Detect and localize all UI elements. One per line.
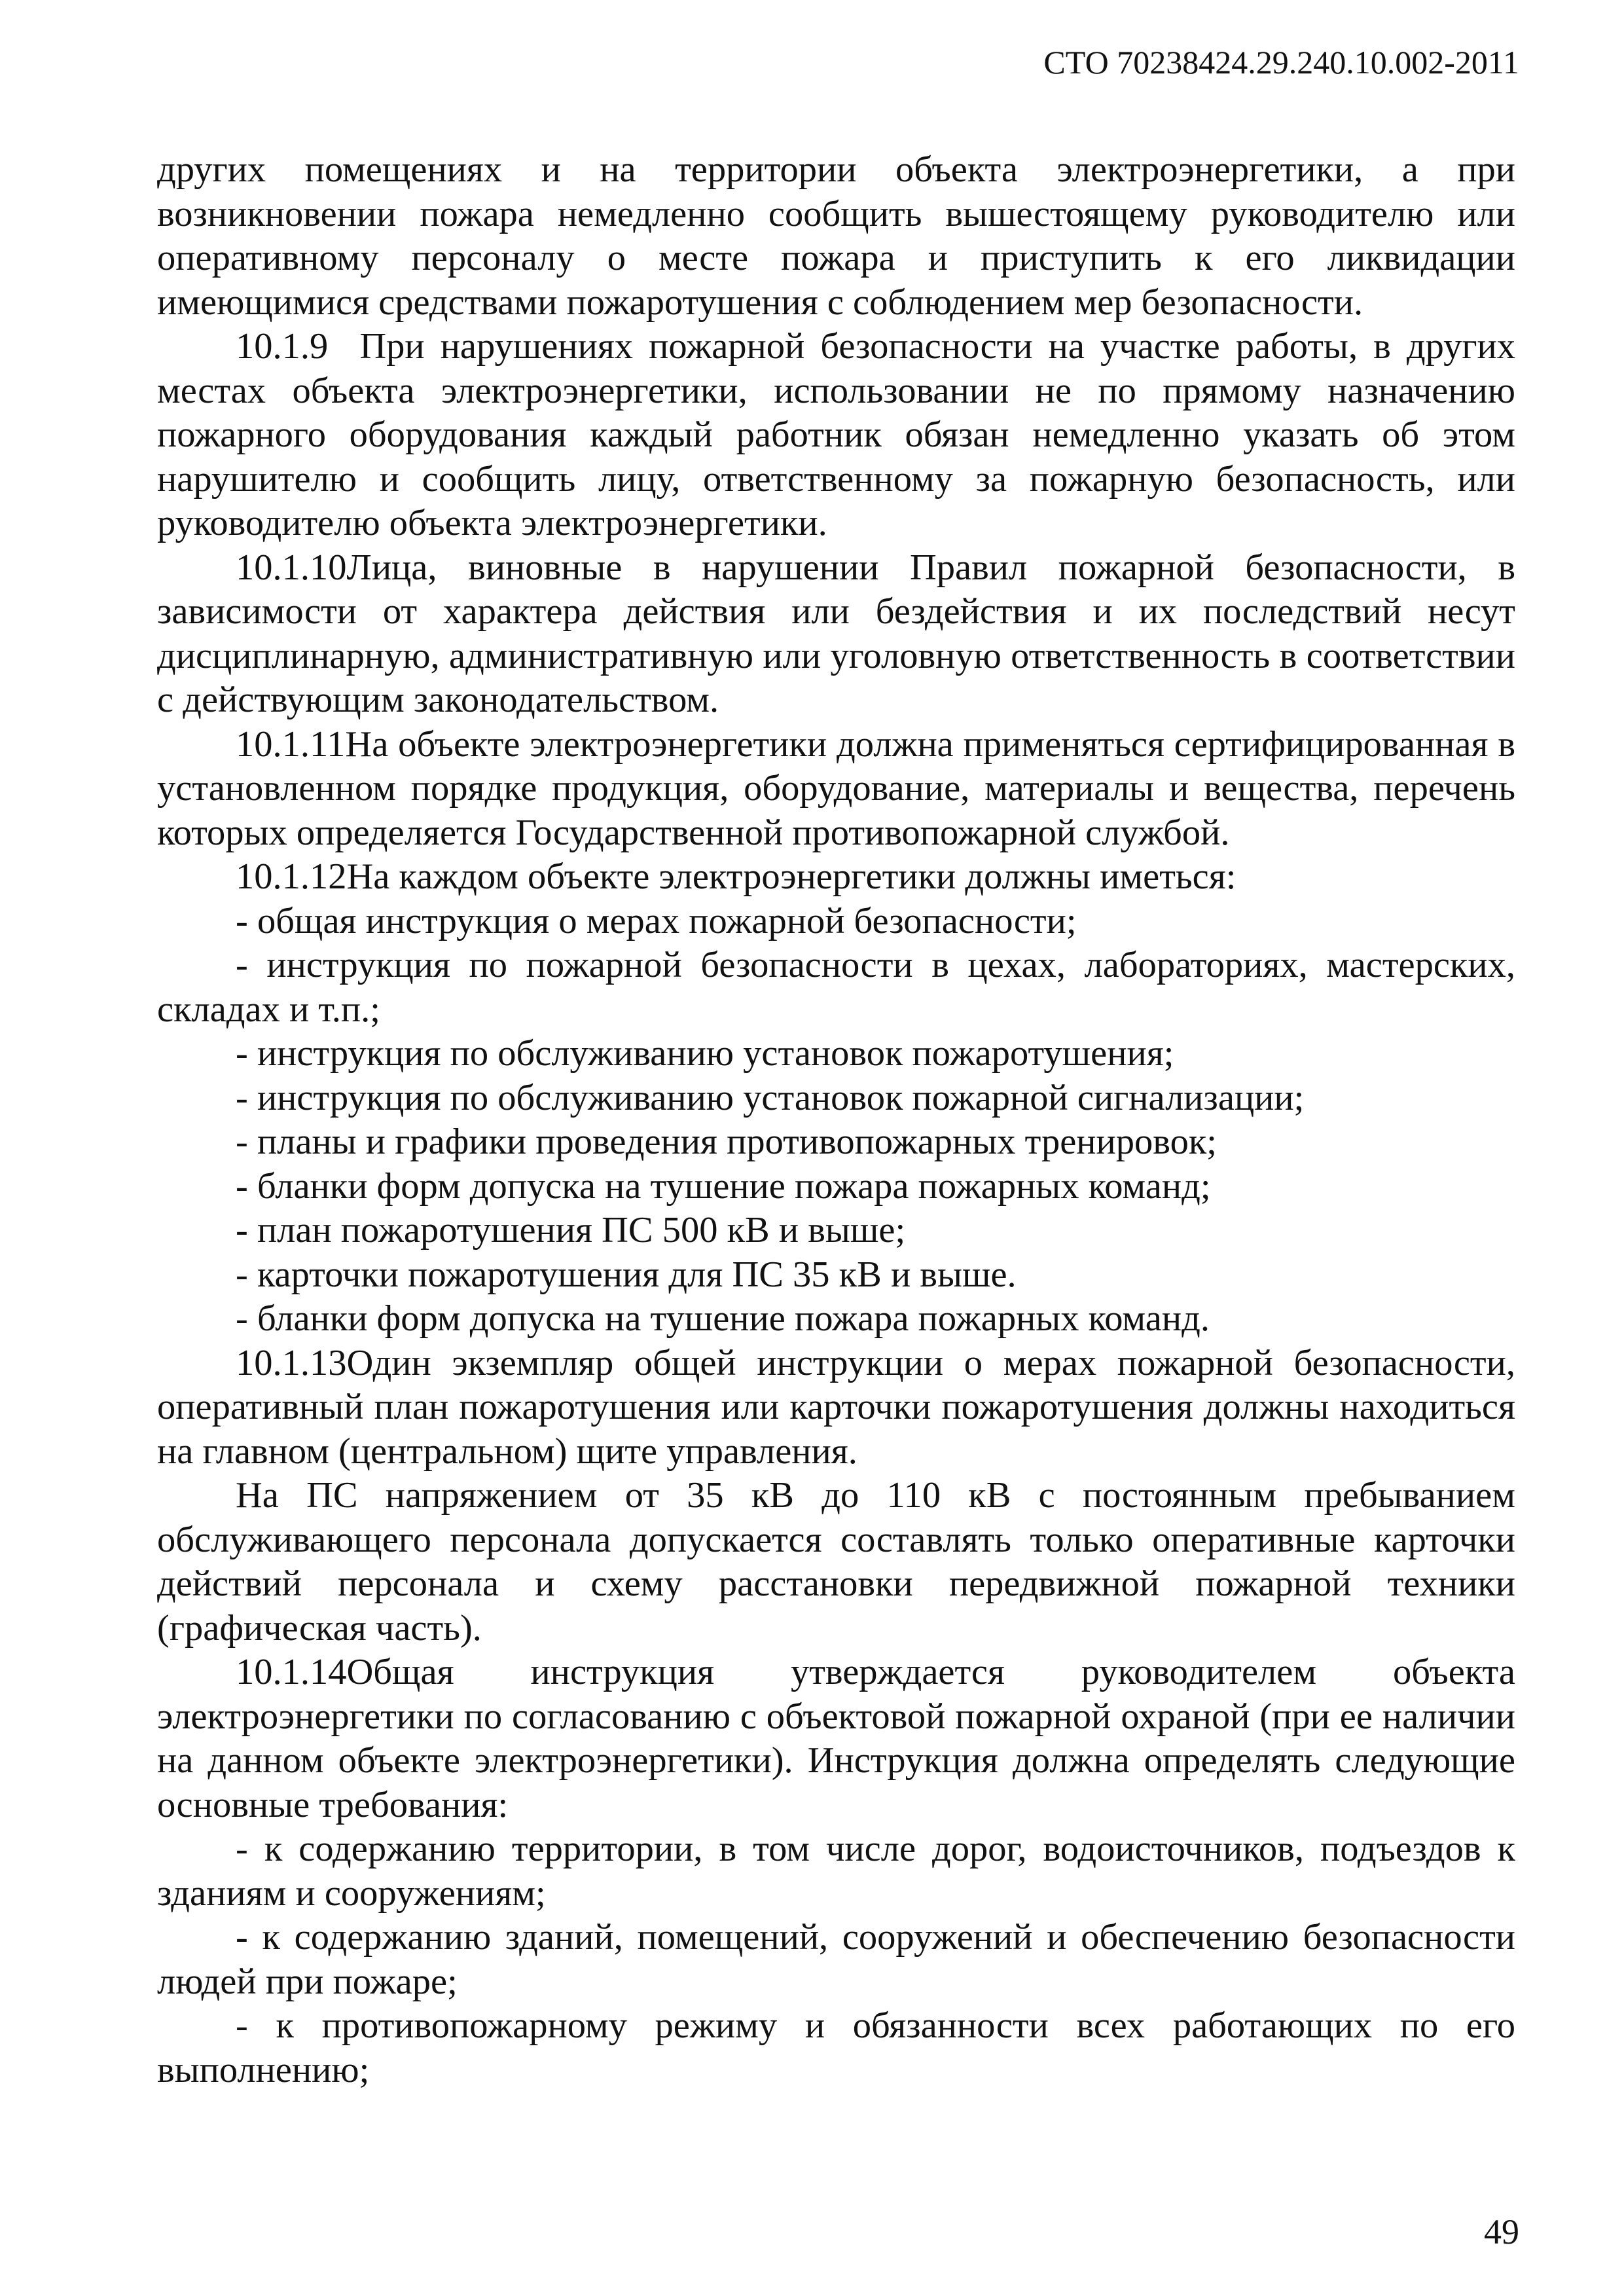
document-code-header: СТО 70238424.29.240.10.002-2011 [1043, 44, 1519, 81]
list-item: - планы и графики проведения противопожарных тренировок; [236, 1121, 1217, 1162]
clause-text: Общая инструкция утверждается руководителем объекта электроэнергетики по согласованию с объектовой пожарной охраной (при ее наличии на данном объекте электроэнергетики). Инструкция должна определять следующие основные требования: [157, 1652, 1515, 1825]
clause-number: 10.1.14 [236, 1652, 347, 1692]
paragraph-continuation: других помещениях и на территории объекта электроэнергетики, а при возникновении пожара немедленно сообщить вышестоящему руководителю или оперативному персоналу о месте пожара и приступить к его ликвидации имеющимися средствами пожаротушения с соблюдением мер безопасности. [157, 149, 1515, 323]
list-item: - бланки форм допуска на тушение пожара пожарных команд. [236, 1298, 1210, 1339]
clause-text: Лица, виновные в нарушении Правил пожарной безопасности, в зависимости от характера действия или бездействия и их последствий несут дисциплинарную, административную или уголовную ответственность в соответствии с действующим законодательством. [157, 547, 1515, 720]
list-item: - инструкция по обслуживанию установок пожарной сигнализации; [236, 1077, 1305, 1118]
document-body [157, 148, 1515, 2092]
list-item: - к противопожарному режиму и обязанности всех работающих по его выполнению; [157, 2005, 1515, 2090]
list-item: - к содержанию территории, в том числе дорог, водоисточников, подъездов к зданиям и сооружениям; [157, 1829, 1515, 1914]
clause-number: 10.1.9 [236, 326, 329, 367]
clause-number: 10.1.10 [236, 547, 347, 588]
clause-10-1-11 [157, 723, 1515, 856]
list-item: - карточки пожаротушения для ПС 35 кВ и выше. [236, 1254, 1017, 1295]
list-item: - общая инструкция о мерах пожарной безопасности; [236, 900, 1077, 941]
clause-number: 10.1.12 [236, 856, 347, 897]
list-item: - бланки форм допуска на тушение пожара пожарных команд; [236, 1165, 1211, 1207]
clause-text: Один экземпляр общей инструкции о мерах пожарной безопасности, оперативный план пожаротушения или карточки пожаротушения должны находиться на главном (центральном) щите управления. [157, 1342, 1515, 1472]
clause-number: 10.1.11 [236, 723, 346, 765]
clause-text: На каждом объекте электроэнергетики должны иметься: [346, 856, 1236, 897]
paragraph-ps-note: На ПС напряжением от 35 кВ до 110 кВ с постоянным пребыванием обслуживающего персонала допускается составлять только оперативные карточки действий персонала и схему расстановки передвижной пожарной техники (графическая часть). [157, 1475, 1515, 1649]
page-number: 49 [1484, 2212, 1519, 2251]
clause-10-1-13 [157, 1341, 1515, 1474]
clause-text: На объекте электроэнергетики должна применяться сертифицированная в установленном порядке продукция, оборудование, материалы и вещества, перечень которых определяется Государственной противопожарной службой. [157, 723, 1515, 853]
list-item: - инструкция по обслуживанию установок пожаротушения; [236, 1033, 1174, 1074]
list-item: - к содержанию зданий, помещений, сооружений и обеспечению безопасности людей при пожаре; [157, 1917, 1515, 2002]
clause-10-1-10 [157, 546, 1515, 723]
clause-text: При нарушениях пожарной безопасности на участке работы, в других местах объекта электроэнергетики, использовании не по прямому назначению пожарного оборудования каждый работник обязан немедленно указать об этом нарушителю и сообщить лицу, ответственному за пожарную безопасность, или руководителю объекта электроэнергетики. [157, 326, 1516, 543]
clause-10-1-12 [157, 855, 1515, 900]
clause-10-1-9 [157, 325, 1515, 546]
list-item: - инструкция по пожарной безопасности в цехах, лабораториях, мастерских, складах и т.п.; [157, 945, 1515, 1030]
list-item: - план пожаротушения ПС 500 кВ и выше; [236, 1210, 906, 1250]
clause-10-1-14 [157, 1650, 1515, 1827]
clause-number: 10.1.13 [236, 1342, 347, 1383]
